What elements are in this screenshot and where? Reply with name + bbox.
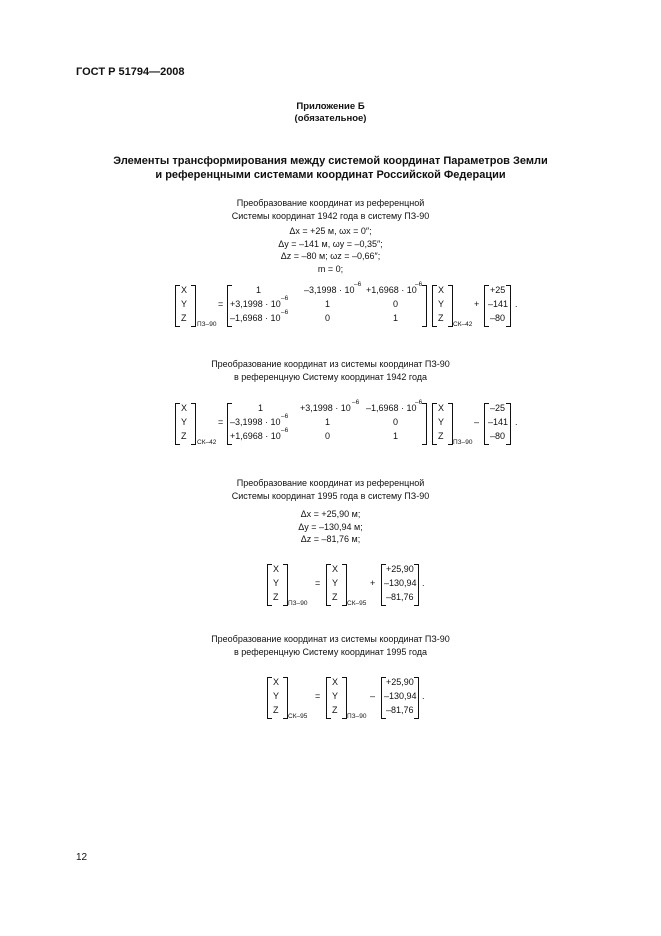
var-x: X: [273, 677, 280, 687]
s2-caption-line-2: в референцную Систему координат 1942 года: [233, 372, 428, 382]
var-z: Z: [438, 431, 444, 441]
exponent: –6: [352, 399, 360, 406]
var-x: X: [332, 564, 339, 574]
section-title: [0, 154, 661, 182]
shift-value: –141: [488, 417, 509, 427]
s1-equation: [170, 283, 530, 331]
bracket: [267, 564, 272, 606]
bracket: [414, 677, 419, 719]
var-z: Z: [273, 705, 279, 715]
matrix-cell: –1,6968 · 10: [366, 403, 417, 413]
bracket: [432, 285, 437, 327]
period: .: [422, 691, 425, 701]
bracket: [191, 285, 196, 327]
var-z: Z: [332, 705, 338, 715]
var-x: X: [332, 677, 339, 687]
shift-value: –81,76: [386, 705, 414, 715]
s2-caption-line-1: Преобразование координат из системы координат ПЗ-90: [211, 359, 450, 369]
title-line-1: Элементы трансформирования между системой координат Параметров Земли: [113, 155, 548, 167]
var-z: Z: [181, 431, 187, 441]
equals-sign: =: [315, 691, 321, 701]
var-y: Y: [332, 578, 339, 588]
var-y: Y: [273, 578, 280, 588]
matrix-cell: +3,1998 · 10: [230, 299, 281, 309]
var-x: X: [438, 285, 445, 295]
s2-caption: [0, 358, 661, 384]
var-y: Y: [438, 417, 445, 427]
s3-param-dy: Δy = –130,94 м;: [298, 521, 363, 532]
var-x: X: [181, 403, 188, 413]
rhs-subscript: СК–42: [453, 321, 473, 328]
lhs-subscript: СК–95: [288, 713, 308, 720]
lhs-subscript: ПЗ–90: [288, 600, 308, 607]
appendix-name: Приложение Б: [296, 101, 365, 112]
plus-sign: +: [370, 578, 376, 588]
var-y: Y: [273, 691, 280, 701]
exponent: –6: [415, 399, 423, 406]
shift-value: –25: [490, 403, 506, 413]
var-z: Z: [438, 313, 444, 323]
period: .: [422, 578, 425, 588]
matrix-cell: 0: [393, 417, 399, 427]
shift-value: –130,94: [384, 691, 417, 701]
bracket: [422, 285, 427, 327]
bracket: [414, 564, 419, 606]
shift-value: +25,90: [386, 564, 414, 574]
exponent: –6: [354, 281, 362, 288]
rhs-subscript: ПЗ–90: [347, 713, 367, 720]
matrix-cell: 1: [393, 431, 399, 441]
bracket: [432, 403, 437, 445]
exponent: –6: [415, 281, 423, 288]
s1-caption-line-1: Преобразование координат из референцной: [236, 198, 425, 208]
appendix-heading: [0, 101, 661, 125]
s4-caption: [0, 633, 661, 659]
matrix-cell: 1: [256, 285, 262, 295]
s3-param-dz: Δz = –81,76 м;: [300, 534, 361, 544]
exponent: –6: [281, 295, 289, 302]
shift-value: –130,94: [384, 578, 417, 588]
period: .: [515, 299, 518, 309]
shift-value: –80: [490, 431, 506, 441]
s1-caption: [0, 197, 661, 223]
s3-param-dx: Δx = +25,90 м;: [300, 509, 361, 519]
var-y: Y: [181, 299, 188, 309]
exponent: –6: [281, 427, 289, 434]
bracket: [326, 677, 331, 719]
bracket: [175, 285, 180, 327]
s1-param-m: m = 0;: [317, 263, 344, 274]
s2-equation: [170, 401, 530, 449]
var-y: Y: [438, 299, 445, 309]
matrix-cell: +3,1998 · 10: [300, 403, 351, 413]
plus-sign: +: [474, 299, 480, 309]
bracket: [175, 403, 180, 445]
period: .: [515, 417, 518, 427]
matrix-cell: 0: [325, 431, 331, 441]
shift-value: +25: [490, 285, 506, 295]
matrix-cell: –3,1998 · 10: [230, 417, 281, 427]
bracket: [191, 403, 196, 445]
shift-value: –80: [490, 313, 506, 323]
matrix-cell: 1: [325, 299, 331, 309]
var-x: X: [181, 285, 188, 295]
rhs-subscript: СК–95: [347, 600, 367, 607]
equals-sign: =: [218, 417, 224, 427]
shift-value: –81,76: [386, 592, 414, 602]
equals-sign: =: [218, 299, 224, 309]
minus-sign: –: [370, 691, 376, 701]
s3-caption-line-1: Преобразование координат из референцной: [236, 478, 425, 488]
s4-equation: [262, 675, 442, 723]
var-z: Z: [181, 313, 187, 323]
s4-caption-line-2: в референцную Систему координат 1995 года: [233, 647, 428, 657]
matrix-cell: 1: [325, 417, 331, 427]
matrix-cell: –3,1998 · 10: [304, 285, 355, 295]
appendix-status: (обязательное): [294, 113, 367, 124]
s4-caption-line-1: Преобразование координат из системы координат ПЗ-90: [211, 634, 450, 644]
s1-param-dx: Δx = +25 м, ωx = 0″;: [289, 226, 372, 236]
var-z: Z: [332, 592, 338, 602]
s3-caption: [0, 477, 661, 503]
matrix-cell: 1: [258, 403, 264, 413]
bracket: [506, 403, 511, 445]
bracket: [326, 564, 331, 606]
matrix-cell: –1,6968 · 10: [230, 313, 281, 323]
equals-sign: =: [315, 578, 321, 588]
minus-sign: –: [474, 417, 480, 427]
s1-param-dz: Δz = –80 м; ωz = –0,66″;: [280, 251, 381, 261]
exponent: –6: [281, 309, 289, 316]
page-number: 12: [76, 852, 88, 863]
matrix-cell: 0: [393, 299, 399, 309]
var-z: Z: [273, 592, 279, 602]
s1-caption-line-2: Системы координат 1942 года в систему ПЗ-90: [231, 211, 430, 221]
bracket: [422, 403, 427, 445]
var-y: Y: [332, 691, 339, 701]
s3-parameters: [0, 508, 661, 546]
title-line-2: и референцными системами координат Российской Федерации: [155, 169, 506, 181]
matrix-cell: +1,6968 · 10: [230, 431, 281, 441]
matrix-cell: 1: [393, 313, 399, 323]
bracket: [506, 285, 511, 327]
s3-caption-line-2: Системы координат 1995 года в систему ПЗ-90: [231, 491, 430, 501]
var-x: X: [273, 564, 280, 574]
var-y: Y: [181, 417, 188, 427]
matrix-cell: +1,6968 · 10: [366, 285, 417, 295]
s1-param-dy: Δy = –141 м, ωy = –0,35″;: [278, 238, 383, 249]
rhs-subscript: ПЗ–90: [453, 439, 473, 446]
document-code: ГОСТ Р 51794—2008: [76, 66, 185, 78]
lhs-subscript: ПЗ–90: [197, 321, 217, 328]
var-x: X: [438, 403, 445, 413]
shift-value: –141: [488, 299, 509, 309]
exponent: –6: [281, 413, 289, 420]
lhs-subscript: СК–42: [197, 439, 217, 446]
s3-equation: [262, 562, 442, 610]
matrix-cell: 0: [325, 313, 331, 323]
s1-parameters: [0, 225, 661, 275]
shift-value: +25,90: [386, 677, 414, 687]
bracket: [267, 677, 272, 719]
